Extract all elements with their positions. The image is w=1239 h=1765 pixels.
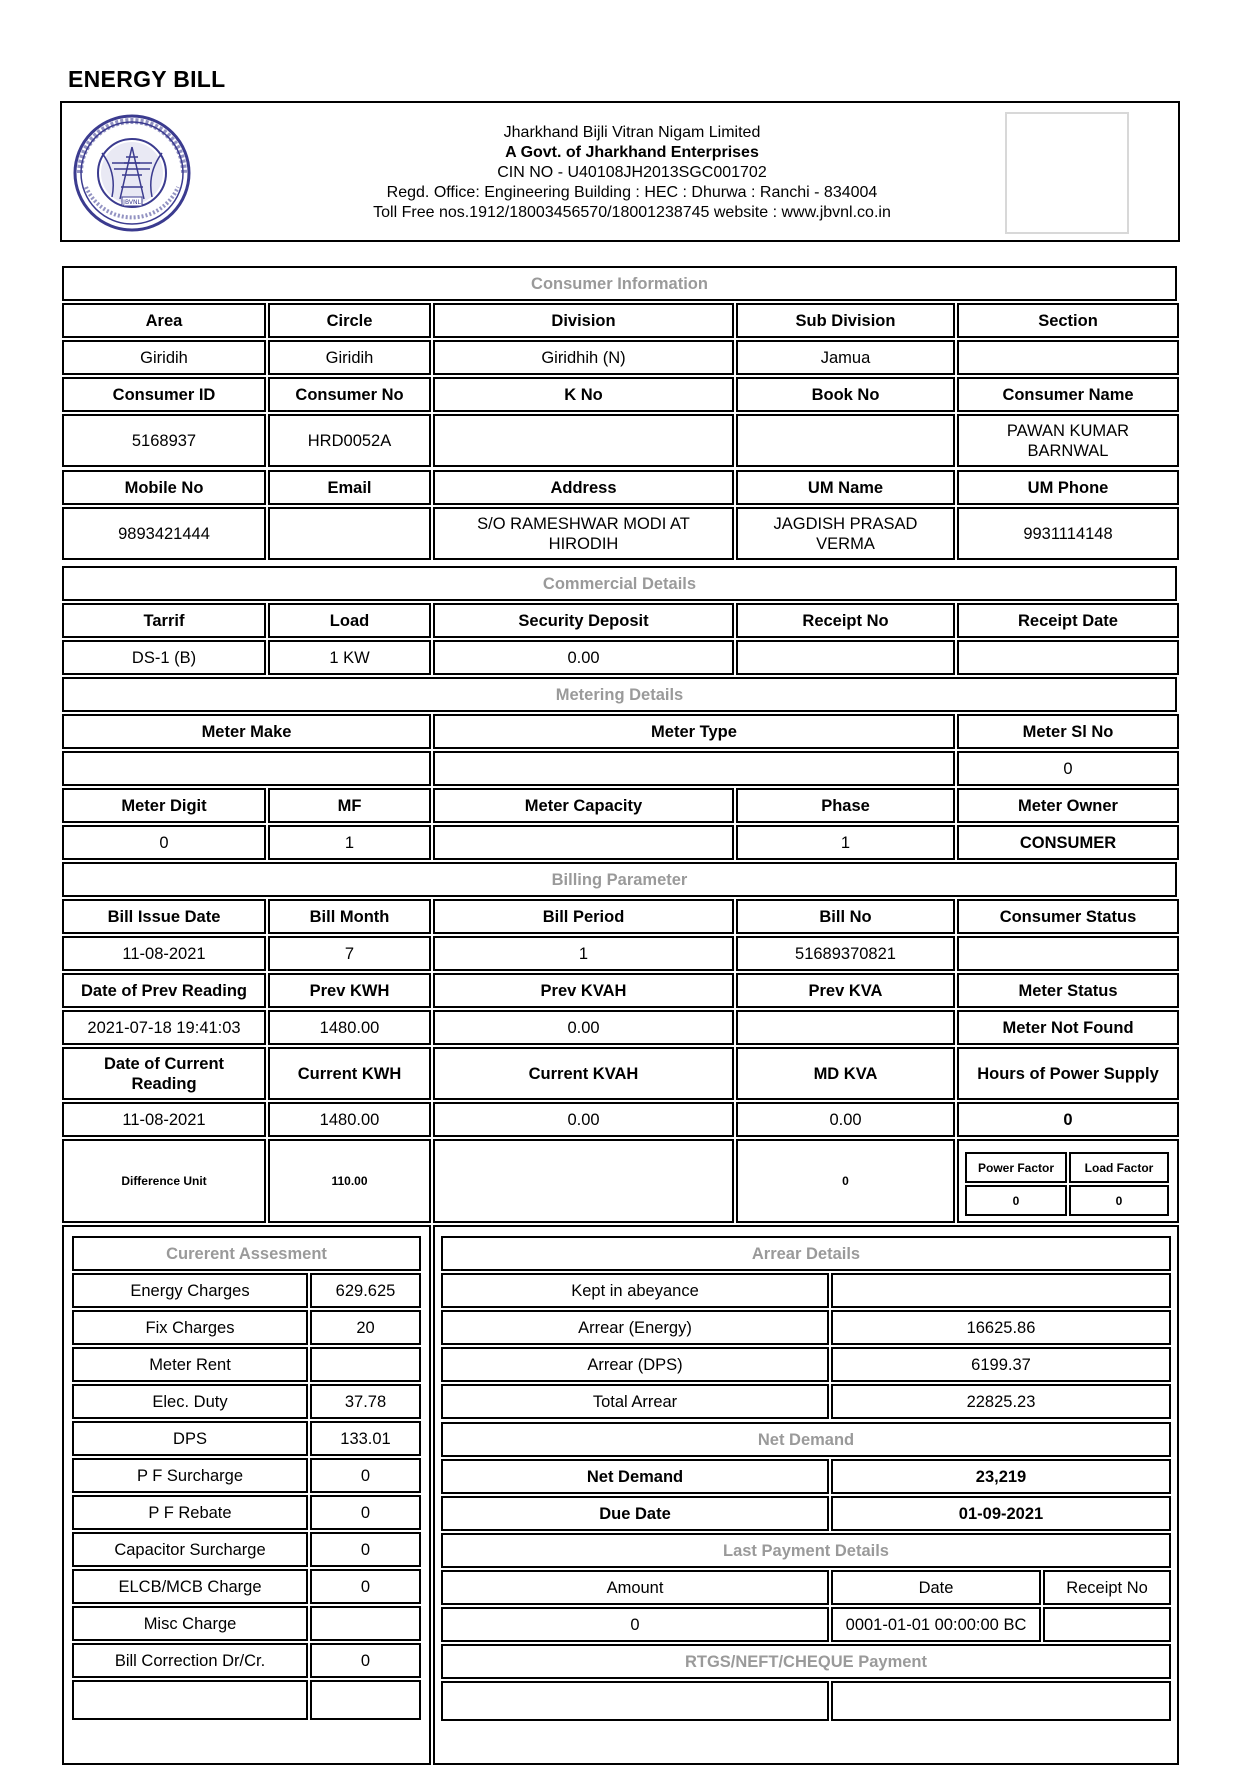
label-security-deposit: Security Deposit — [433, 603, 734, 638]
arrear-label: Total Arrear — [441, 1384, 829, 1419]
label-prev-kvah: Prev KVAH — [433, 973, 734, 1008]
value-security-deposit: 0.00 — [433, 640, 734, 675]
section-metering-details: Metering Details — [62, 677, 1177, 712]
value-hours-power-supply: 0 — [957, 1102, 1179, 1137]
assessment-value: 0 — [310, 1458, 421, 1493]
assessment-label: Elec. Duty — [72, 1384, 308, 1419]
value-sub-division: Jamua — [736, 340, 955, 375]
arrear-value: 22825.23 — [831, 1384, 1171, 1419]
section-net-demand: Net Demand — [441, 1422, 1171, 1457]
value-due-date: 01-09-2021 — [831, 1496, 1171, 1531]
label-meter-sl-no: Meter Sl No — [957, 714, 1179, 749]
label-meter-owner: Meter Owner — [957, 788, 1179, 823]
value-um-phone: 9931114148 — [957, 507, 1179, 560]
value-division: Giridhih (N) — [433, 340, 734, 375]
value-current-kvah: 0.00 — [433, 1102, 734, 1137]
label-date-prev-reading: Date of Prev Reading — [62, 973, 266, 1008]
assessment-value: 0 — [310, 1569, 421, 1604]
assessment-label: Energy Charges — [72, 1273, 308, 1308]
value-last-payment-date: 0001-01-01 00:00:00 BC — [831, 1607, 1041, 1642]
label-mobile-no: Mobile No — [62, 470, 266, 505]
value-area: Giridih — [62, 340, 266, 375]
assessment-label: Bill Correction Dr/Cr. — [72, 1643, 308, 1678]
value-difference-unit: 110.00 — [268, 1139, 431, 1223]
assessment-value: 0 — [310, 1643, 421, 1678]
value-load: 1 KW — [268, 640, 431, 675]
arrear-value — [831, 1273, 1171, 1308]
label-section: Section — [957, 303, 1179, 338]
value-address: S/O RAMESHWAR MODI AT HIRODIH — [433, 507, 734, 560]
label-receipt-date: Receipt Date — [957, 603, 1179, 638]
value-prev-kvah: 0.00 — [433, 1010, 734, 1045]
value-bill-period: 1 — [433, 936, 734, 971]
value-bill-month: 7 — [268, 936, 431, 971]
label-hours-power-supply: Hours of Power Supply — [957, 1047, 1179, 1100]
value-consumer-id: 5168937 — [62, 414, 266, 467]
value-meter-owner: CONSUMER — [957, 825, 1179, 860]
assessment-label: P F Rebate — [72, 1495, 308, 1530]
section-billing-parameter: Billing Parameter — [62, 862, 1177, 897]
assessment-value: 133.01 — [310, 1421, 421, 1456]
label-tarrif: Tarrif — [62, 603, 266, 638]
label-consumer-name: Consumer Name — [957, 377, 1179, 412]
value-consumer-name: PAWAN KUMAR BARNWAL — [957, 414, 1179, 467]
value-meter-digit: 0 — [62, 825, 266, 860]
value-meter-status: Meter Not Found — [957, 1010, 1179, 1045]
value-meter-capacity — [433, 825, 734, 860]
assessment-label: ELCB/MCB Charge — [72, 1569, 308, 1604]
value-last-payment-amount: 0 — [441, 1607, 829, 1642]
label-book-no: Book No — [736, 377, 955, 412]
arrear-label: Arrear (Energy) — [441, 1310, 829, 1345]
section-consumer-information: Consumer Information — [62, 266, 1177, 301]
assessment-cell-empty — [72, 1680, 308, 1720]
rtgs-cell-right — [831, 1681, 1171, 1721]
label-meter-status: Meter Status — [957, 973, 1179, 1008]
value-receipt-date — [957, 640, 1179, 675]
company-cin: CIN NO - U40108JH2013SGC001702 — [497, 164, 767, 181]
label-address: Address — [433, 470, 734, 505]
label-bill-no: Bill No — [736, 899, 955, 934]
label-meter-digit: Meter Digit — [62, 788, 266, 823]
document-title: ENERGY BILL — [68, 66, 226, 92]
label-consumer-id: Consumer ID — [62, 377, 266, 412]
value-md-kva: 0.00 — [736, 1102, 955, 1137]
assessment-label: Fix Charges — [72, 1310, 308, 1345]
assessment-label: Capacitor Surcharge — [72, 1532, 308, 1567]
svg-text:JBVNL: JBVNL — [123, 199, 141, 206]
section-current-assessment: Curerent Assesment — [72, 1236, 421, 1271]
value-difference-extra: 0 — [736, 1139, 955, 1223]
assessment-value — [310, 1606, 421, 1641]
value-meter-type — [433, 751, 955, 786]
value-book-no — [736, 414, 955, 467]
value-mf: 1 — [268, 825, 431, 860]
label-bill-month: Bill Month — [268, 899, 431, 934]
label-mf: MF — [268, 788, 431, 823]
label-date-current-reading: Date of Current Reading — [62, 1047, 266, 1100]
value-date-prev-reading: 2021-07-18 19:41:03 — [62, 1010, 266, 1045]
assessment-value: 0 — [310, 1532, 421, 1567]
value-current-kwh: 1480.00 — [268, 1102, 431, 1137]
label-sub-division: Sub Division — [736, 303, 955, 338]
value-prev-kwh: 1480.00 — [268, 1010, 431, 1045]
company-subtitle: A Govt. of Jharkhand Enterprises — [505, 144, 759, 161]
assessment-label: P F Surcharge — [72, 1458, 308, 1493]
label-bill-period: Bill Period — [433, 899, 734, 934]
label-power-factor: Power Factor — [965, 1152, 1067, 1183]
assessment-value — [310, 1347, 421, 1382]
label-receipt-no: Receipt No — [736, 603, 955, 638]
label-email: Email — [268, 470, 431, 505]
value-circle: Giridih — [268, 340, 431, 375]
label-prev-kva: Prev KVA — [736, 973, 955, 1008]
label-prev-kwh: Prev KWH — [268, 973, 431, 1008]
value-section — [957, 340, 1179, 375]
value-power-factor: 0 — [965, 1185, 1067, 1216]
label-um-name: UM Name — [736, 470, 955, 505]
value-um-name: JAGDISH PRASAD VERMA — [736, 507, 955, 560]
value-mobile-no: 9893421444 — [62, 507, 266, 560]
section-arrear-details: Arrear Details — [441, 1236, 1171, 1271]
label-md-kva: MD KVA — [736, 1047, 955, 1100]
label-phase: Phase — [736, 788, 955, 823]
label-current-kvah: Current KVAH — [433, 1047, 734, 1100]
toll-free-website: Toll Free nos.1912/18003456570/18001238745 website : www.jbvnl.co.in — [373, 204, 891, 221]
value-load-factor: 0 — [1069, 1185, 1169, 1216]
label-division: Division — [433, 303, 734, 338]
value-consumer-status — [957, 936, 1179, 971]
label-circle: Circle — [268, 303, 431, 338]
value-net-demand: 23,219 — [831, 1459, 1171, 1494]
label-area: Area — [62, 303, 266, 338]
label-um-phone: UM Phone — [957, 470, 1179, 505]
label-meter-capacity: Meter Capacity — [433, 788, 734, 823]
value-k-no — [433, 414, 734, 467]
assessment-label: DPS — [72, 1421, 308, 1456]
arrear-value: 6199.37 — [831, 1347, 1171, 1382]
value-phase: 1 — [736, 825, 955, 860]
company-name: Jharkhand Bijli Vitran Nigam Limited — [503, 124, 761, 141]
assessment-value: 20 — [310, 1310, 421, 1345]
value-receipt-no — [736, 640, 955, 675]
company-details — [362, 123, 902, 223]
label-last-payment-date: Date — [831, 1570, 1041, 1605]
label-bill-issue-date: Bill Issue Date — [62, 899, 266, 934]
arrear-value: 16625.86 — [831, 1310, 1171, 1345]
photo-box — [1005, 112, 1129, 234]
value-meter-make — [62, 751, 431, 786]
label-k-no: K No — [433, 377, 734, 412]
label-last-payment-amount: Amount — [441, 1570, 829, 1605]
value-meter-sl-no: 0 — [957, 751, 1179, 786]
section-last-payment: Last Payment Details — [441, 1533, 1171, 1568]
jbvnl-seal-icon — [72, 113, 192, 233]
label-current-kwh: Current KWH — [268, 1047, 431, 1100]
assessment-value: 0 — [310, 1495, 421, 1530]
value-email — [268, 507, 431, 560]
arrear-label: Arrear (DPS) — [441, 1347, 829, 1382]
value-last-payment-receipt — [1043, 1607, 1171, 1642]
value-bill-no: 51689370821 — [736, 936, 955, 971]
value-tarrif: DS-1 (B) — [62, 640, 266, 675]
label-last-payment-receipt: Receipt No — [1043, 1570, 1171, 1605]
assessment-label: Meter Rent — [72, 1347, 308, 1382]
assessment-label: Misc Charge — [72, 1606, 308, 1641]
assessment-cell-empty — [310, 1680, 421, 1720]
registered-office: Regd. Office: Engineering Building : HEC : Dhurwa : Ranchi - 834004 — [386, 184, 878, 201]
value-date-current-reading: 11-08-2021 — [62, 1102, 266, 1137]
section-commercial-details: Commercial Details — [62, 566, 1177, 601]
label-meter-type: Meter Type — [433, 714, 955, 749]
value-prev-kva — [736, 1010, 955, 1045]
bill-header — [60, 101, 1180, 242]
value-consumer-no: HRD0052A — [268, 414, 431, 467]
label-consumer-status: Consumer Status — [957, 899, 1179, 934]
rtgs-cell-left — [441, 1681, 829, 1721]
label-load: Load — [268, 603, 431, 638]
arrear-label: Kept in abeyance — [441, 1273, 829, 1308]
label-due-date: Due Date — [441, 1496, 829, 1531]
label-difference-unit: Difference Unit — [62, 1139, 266, 1223]
label-meter-make: Meter Make — [62, 714, 431, 749]
label-net-demand: Net Demand — [441, 1459, 829, 1494]
value-bill-issue-date: 11-08-2021 — [62, 936, 266, 971]
assessment-value: 629.625 — [310, 1273, 421, 1308]
section-rtgs-payment: RTGS/NEFT/CHEQUE Payment — [441, 1644, 1171, 1679]
value-difference-blank — [433, 1139, 734, 1223]
label-load-factor: Load Factor — [1069, 1152, 1169, 1183]
label-consumer-no: Consumer No — [268, 377, 431, 412]
assessment-value: 37.78 — [310, 1384, 421, 1419]
